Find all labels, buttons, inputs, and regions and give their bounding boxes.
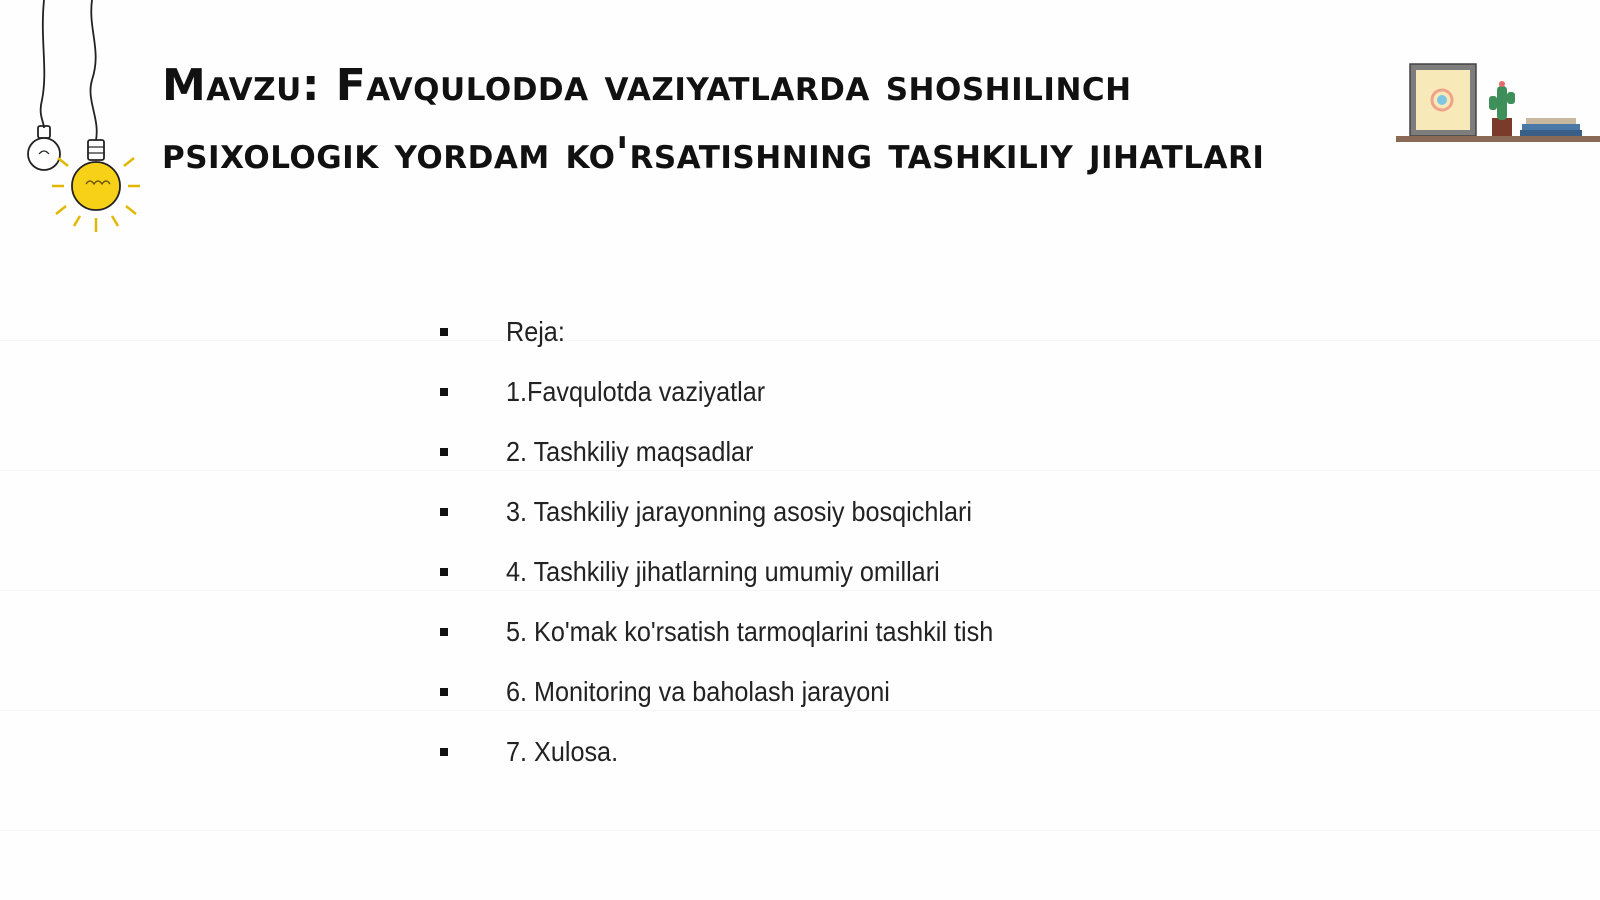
shelf-with-frame-cactus-books-icon: [1396, 58, 1600, 148]
plan-item-text: 1.Favqulotda vaziyatlar: [506, 376, 766, 407]
plan-item-text: Reja:: [506, 316, 565, 347]
plan-item-text: 5. Ko'mak ko'rsatish tarmoqlarini tashkil tish: [506, 616, 994, 647]
plan-item-text: 4. Tashkiliy jihatlarning umumiy omillari: [506, 556, 940, 587]
plan-item-text: 7. Xulosa.: [506, 736, 619, 767]
square-bullet-icon: [440, 448, 448, 456]
list-item: [440, 662, 1047, 722]
square-bullet-icon: [440, 388, 448, 396]
list-item: [440, 302, 1047, 362]
plan-item-text: 2. Tashkiliy maqsadlar: [506, 436, 754, 467]
slide-title: Mavzu: Favqulodda vaziyatlarda shoshilinch psixologik yordam ko'rsatishning tashkiliy jihatlari: [162, 60, 1265, 179]
list-item: [440, 482, 1047, 542]
square-bullet-icon: [440, 748, 448, 756]
square-bullet-icon: [440, 688, 448, 696]
list-item: [440, 422, 1047, 482]
square-bullet-icon: [440, 568, 448, 576]
list-item: [440, 602, 1047, 662]
square-bullet-icon: [440, 328, 448, 336]
list-item: [440, 542, 1047, 602]
plan-item-text: 6. Monitoring va baholash jarayoni: [506, 676, 890, 707]
square-bullet-icon: [440, 508, 448, 516]
list-item: [440, 362, 1047, 422]
list-item: [440, 722, 1047, 782]
hanging-light-bulbs-icon: [18, 0, 148, 240]
plan-item-text: 3. Tashkiliy jarayonning asosiy bosqichlari: [506, 496, 972, 527]
square-bullet-icon: [440, 628, 448, 636]
plan-list: [440, 302, 1047, 782]
